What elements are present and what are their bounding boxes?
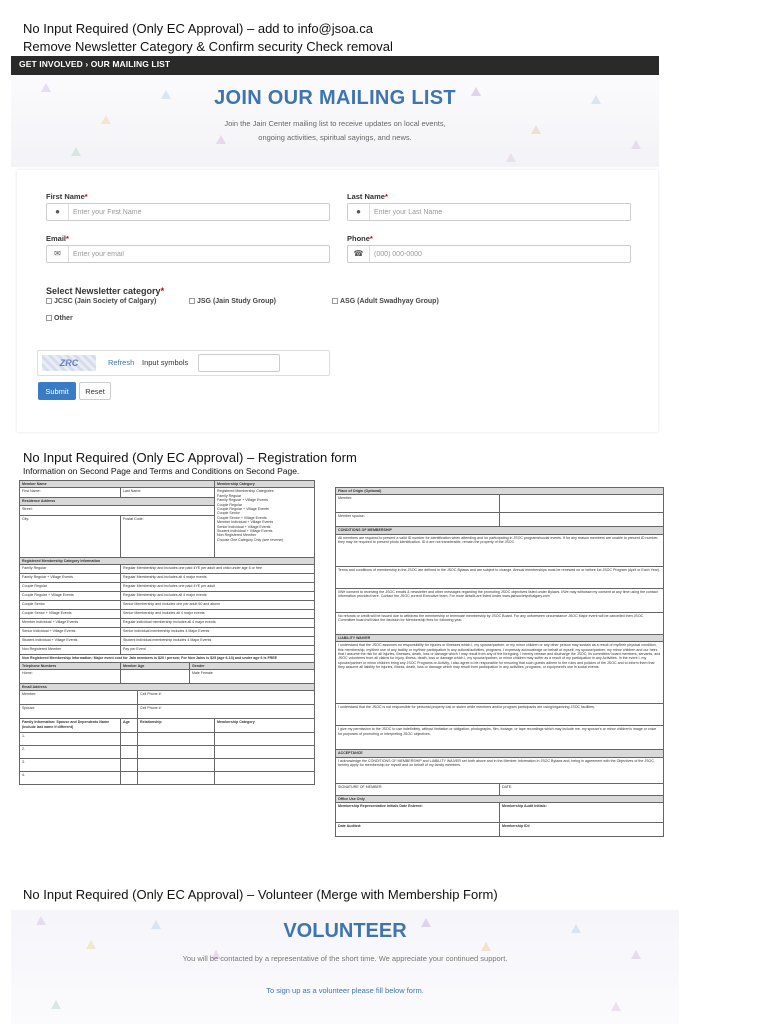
waiver-3: I give my permission to the JSOC to use indefinitely, without limitation or obligation, photographs, film, footage, or tape recordings which may include me, my spouse's or minor children's image or voice for purposes of promoting or interpreting JSOC objectives. [336, 726, 664, 750]
captcha-refresh-link[interactable]: Refresh [108, 358, 135, 367]
category-name: Student Individual + Village Events [20, 637, 121, 646]
category-description: Regular Membership and includes all 4 major events [121, 592, 315, 601]
category-other[interactable]: Other [46, 315, 73, 322]
city-cell: City: [20, 515, 121, 557]
date-audited-cell: Date Audited: [336, 823, 500, 837]
home-cell: Home: [20, 670, 121, 684]
note-registration: No Input Required (Only EC Approval) – Registration form [23, 450, 357, 465]
category-info-row [20, 565, 315, 574]
condition-4: No refunds or credit will be issued due to withdraw the membership or terminate membership by JSOC Board. For any unforeseen circumstance JSOC Major event will be cancelled then JSOC Committee board will take the decision for Membership fees for following year. [336, 612, 664, 634]
relationship-header: Relationship [138, 719, 215, 733]
phone-icon: ☎ [348, 246, 370, 262]
volunteer-subtitle: You will be contacted by a representative of the short time. We appreciate your continued support. [182, 954, 508, 963]
gender-header: Gender [190, 662, 315, 669]
family-row-number: 3. [20, 759, 121, 772]
category-description: Regular Membership and includes all 4 major events [121, 574, 315, 583]
signature-cell: SIGNATURE OF MEMBER: [336, 783, 500, 795]
category-description: Regular individual membership includes all 4 major events [121, 619, 315, 628]
place-of-origin-header: Place of Origin (Optional) [336, 488, 664, 495]
email-label: Email* [46, 234, 69, 243]
page-subtitle [11, 117, 659, 145]
volunteer-title: VOLUNTEER [283, 920, 407, 942]
note-mailing-line2: Remove Newsletter Category & Confirm security Check removal [23, 39, 393, 54]
checkbox[interactable] [189, 298, 195, 304]
category-description: Pay per Event [121, 646, 315, 655]
acceptance-text: I acknowledge the CONDITIONS OF MEMBERSHIP and LIABILITY WAIVER set forth above and in the Member Information in JSOC Bylaws and, being in agreement with the Objectives of the JSOC, hereby apply for membership for myself and on behalf of my family members. [336, 757, 664, 783]
email-address-header: Email Address [20, 684, 315, 691]
category-description: Student individual membership includes 4 Major Events [121, 637, 315, 646]
category-name: Family Regular [20, 565, 121, 574]
family-row-number: 2. [20, 746, 121, 759]
category-name: Member Individual + Village Events [20, 619, 121, 628]
phone-input[interactable] [374, 248, 626, 260]
category-name: Couple Regular + Village Events [20, 592, 121, 601]
first-name-input[interactable] [73, 206, 325, 218]
checkbox[interactable] [332, 298, 338, 304]
captcha-label: Input symbols [142, 358, 189, 367]
category-asg[interactable]: ASG (Adult Swadhyay Group) [332, 298, 439, 305]
volunteer-signup-link[interactable]: To sign up as a volunteer please fill below form. [266, 986, 424, 995]
category-info-header: Registered Membership Category Information [20, 557, 315, 564]
subtitle-line: ongoing activities, spiritual sayings, and news. [258, 133, 412, 142]
captcha [37, 350, 330, 376]
phone-label: Phone* [347, 234, 373, 243]
category-info-row [20, 592, 315, 601]
waiver-header: LIABILITY WAIVER [336, 634, 664, 641]
category-info-row [20, 610, 315, 619]
family-row-number: 4. [20, 772, 121, 785]
phone-field[interactable] [347, 245, 631, 263]
registered-category-list: Registered Membership Categories Family Regular Family Regular + Village Events Couple Regular Couple Regular + Village Events Couple Senior Couple Senior + Village Events Member Individual + Village Events Senior Individual + Village Events Student Individual + Village Events Non Registered Member Choose One Category Only (see reverse) [215, 488, 315, 557]
page-title: JOIN OUR MAILING LIST [214, 87, 456, 109]
last-name-input[interactable] [374, 206, 626, 218]
family-row-number: 1. [20, 733, 121, 746]
category-description: Regular Membership and includes one paid 4YE per adult [121, 583, 315, 592]
registration-form-page2 [335, 487, 664, 837]
reset-button[interactable]: Reset [79, 382, 111, 400]
family-row [20, 759, 315, 772]
residence-header: Residence Address [20, 498, 215, 505]
family-row [20, 772, 315, 785]
first-name-field[interactable] [46, 203, 330, 221]
origin-member-cell: Member: [336, 495, 500, 513]
non-registered-info: Non Registered Membership Information: Major event cost for Jain members is $20 / person; For Non Jains is $25 (age 6-13) and under age 6 is FREE [20, 655, 315, 662]
family-row [20, 746, 315, 759]
telephone-header: Telephone Numbers [20, 662, 121, 669]
category-info-row [20, 574, 315, 583]
category-description: Regular Membership and includes one paid 4YE per adult and child under age 6 or free [121, 565, 315, 574]
email-spouse-cell: Spouse: [20, 705, 138, 719]
last-name-cell: Last Name: [121, 488, 215, 498]
note-mailing-line1: No Input Required (Only EC Approval) – add to info@jsoa.ca [23, 21, 373, 36]
category-info-row [20, 619, 315, 628]
street-cell: Street: [20, 505, 215, 515]
category-info-row [20, 583, 315, 592]
captcha-input[interactable] [198, 354, 280, 372]
membership-category-header: Membership Category [215, 481, 315, 488]
registration-form-page1 [19, 480, 315, 785]
category-name: Couple Senior [20, 601, 121, 610]
conditions-header: CONDITIONS OF MEMBERSHIP [336, 527, 664, 534]
first-name-label: First Name* [46, 192, 88, 201]
mailing-form [17, 170, 658, 432]
category-name: Non Registered Member [20, 646, 121, 655]
email-member-cell: Member: [20, 691, 138, 705]
gender-cell: Male Female [190, 670, 315, 684]
condition-3: I/We consent to receiving the JSOC emails & newsletter and other messages regarding the promoting JSOC objectives listed under Bylaws. I/We may withdraw my consent at any time using the contact information provided here. Contact the JSOC current Executive team. For more details are listed under www.jainsocietyofcalgary.com [336, 588, 664, 612]
condition-2: Terms and conditions of membership in the JSOC are defined in the JSOC Bylaws and are subject to change. Annual memberships must be renewed on or before 1st JSOC Program (April or Each Year). [336, 566, 664, 588]
category-description: Senior individual membership includes 4 Major Events [121, 628, 315, 637]
category-name: Senior Individual + Village Events [20, 628, 121, 637]
family-category-header: Membership Category [215, 719, 315, 733]
category-description: Senior Membership and includes one per adult 60 and above [121, 601, 315, 610]
category-jcsc[interactable]: JCSC (Jain Society of Calgary) [46, 298, 156, 305]
user-icon: ● [47, 204, 69, 220]
last-name-field[interactable] [347, 203, 631, 221]
member-name-header: Member Name [20, 481, 215, 488]
volunteer-hero [11, 910, 679, 1024]
acceptance-header: ACCEPTANCE [336, 750, 664, 757]
cell-phone-cell: Cell Phone #: [138, 691, 315, 705]
category-jsg[interactable]: JSG (Jain Study Group) [189, 298, 276, 305]
family-info-header: Family Information: Spouse and Dependents Name (include last name if different) [20, 719, 121, 733]
category-name: Couple Regular [20, 583, 121, 592]
category-info-row [20, 628, 315, 637]
cell-phone-spouse-cell: Cell Phone #: [138, 705, 315, 719]
user-icon: ● [348, 204, 370, 220]
office-use-header: Office Use Only [336, 795, 664, 802]
category-description: Senior Membership and includes all 4 major events [121, 610, 315, 619]
newsletter-category-title: Select Newsletter category* [46, 286, 165, 296]
date-cell: DATE: [500, 783, 664, 795]
note-registration-sub: Information on Second Page and Terms and Conditions on Second Page. [23, 466, 300, 476]
audit-initials-cell: Membership Audit Initials: [500, 803, 664, 823]
checkbox[interactable] [46, 298, 52, 304]
breadcrumb[interactable]: GET INVOLVED › OUR MAILING LIST [11, 56, 659, 75]
checkbox[interactable] [46, 315, 52, 321]
condition-1: All members are required to present a valid ID number for identification when attending and /or participating in JSOC programs/social events. If for any reason members are unable to present ID number, they may be required to present photo identification. ID # are not transferable, remain the property of the JSOC. [336, 534, 664, 566]
category-info-row [20, 646, 315, 655]
submit-button[interactable]: Submit [38, 382, 76, 400]
waiver-2: I understand that the JSOC is not responsible for personal property lost or stolen while members and/or program participants are using/organizing JSOC facilities. [336, 704, 664, 726]
captcha-image: ZRC [42, 355, 96, 371]
last-name-label: Last Name* [347, 192, 388, 201]
origin-spouse-cell: Member spouse: [336, 513, 500, 527]
envelope-icon: ✉ [47, 246, 69, 262]
subtitle-line: Join the Jain Center mailing list to receive updates on local events, [224, 119, 446, 128]
category-info-row [20, 637, 315, 646]
category-name: Family Regular + Village Events [20, 574, 121, 583]
postal-cell: Postal Code: [121, 515, 215, 557]
category-info-row [20, 601, 315, 610]
member-age-header: Member Age [121, 662, 190, 669]
first-name-cell: First Name: [20, 488, 121, 498]
mailing-hero [11, 75, 659, 167]
category-name: Couple Senior + Village Events [20, 610, 121, 619]
email-field[interactable] [46, 245, 330, 263]
note-volunteer: No Input Required (Only EC Approval) – Volunteer (Merge with Membership Form) [23, 887, 498, 902]
membership-id-cell: Membership ID# [500, 823, 664, 837]
waiver-1: I understand that the JSOC assumes no responsibility for injuries or illnesses which I, my spouse/partner, or my minor children or any other person may sustain as a result of my/their physical condition, this membership, my/their use of any facility or my/their participation in any cultural/activities, programs. I expressly acknowledge on behalf of myself, my spouse/partner, my minor children and our heirs that I assume the risk for all injuries, illnesses, death, loss or damage which I may result from any of the foregoing. I hereby release and discharge the JSOC, its committee/ board members, servants, and JSOC volunteers from all claims for injury, illness, death, loss or damage which I, my spouse/partner, or minor children may suffer as a result of my participation in any Activities. In the event I, my spouse/partner or minor children bring any JSOC Programs or Activity, I also agree to be responsible for ensuring that such guests adhere to the rules and policies of the JSOC and to inform them that they assume all liability for injuries, illness, death, loss or damage which may result from participation in any activities, programs, or equipment's use in social events. [336, 642, 664, 704]
rep-initials-cell: Membership Representative Initials Date Entered: [336, 803, 500, 823]
email-input[interactable] [73, 248, 325, 260]
age-header: Age [121, 719, 138, 733]
family-row [20, 733, 315, 746]
